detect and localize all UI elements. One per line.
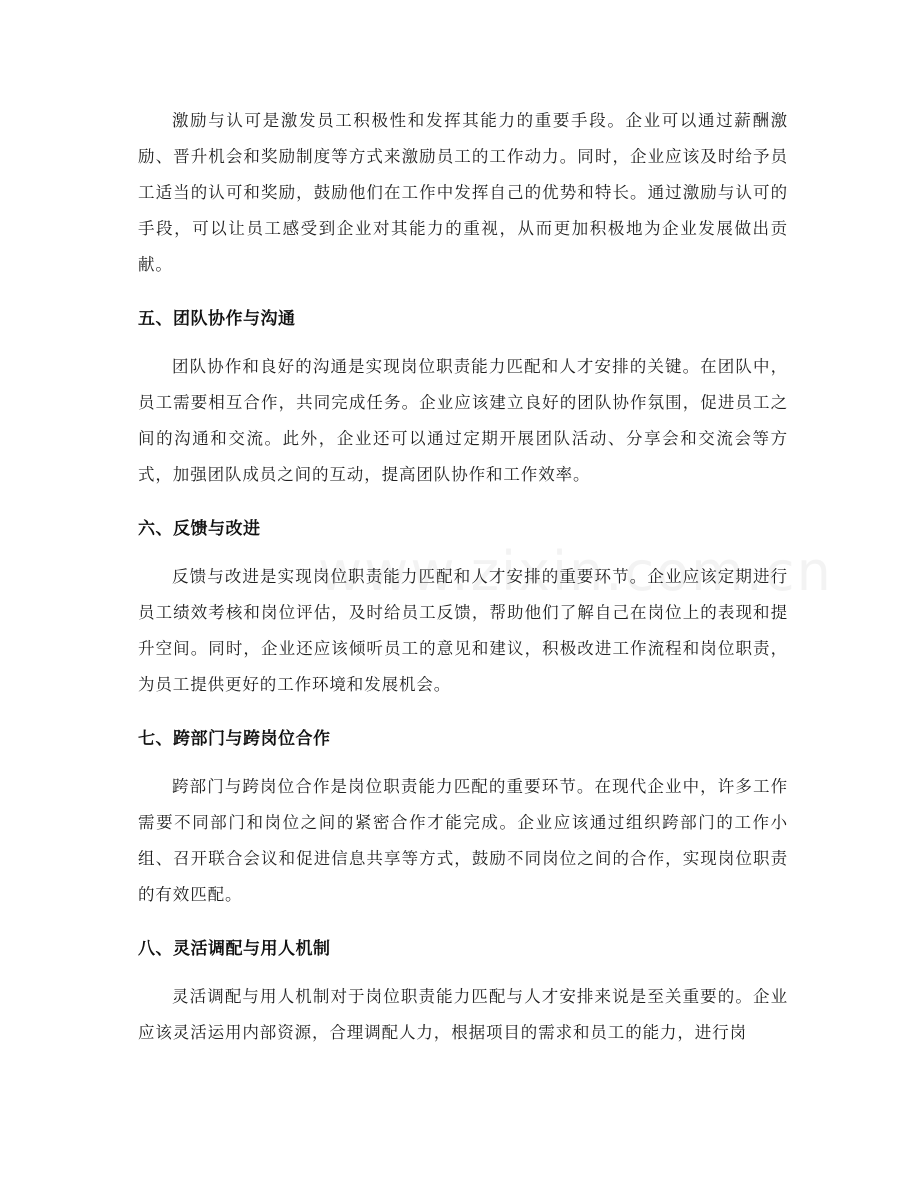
paragraph-teamwork: 团队协作和良好的沟通是实现岗位职责能力匹配和人才安排的关键。在团队中，员工需要相互合作，共同完成任务。企业应该建立良好的团队协作氛围，促进员工之间的沟通和交流。此外，企业还可以通过定期开展团队活动、分享会和交流会等方式，加强团队成员之间的互动，提高团队协作和工作效率。 xyxy=(138,357,788,484)
document-body xyxy=(138,103,788,1051)
heading-flexible-allocation: 八、灵活调配与用人机制 xyxy=(138,939,331,959)
heading-feedback: 六、反馈与改进 xyxy=(138,519,261,539)
paragraph-feedback: 反馈与改进是实现岗位职责能力匹配和人才安排的重要环节。企业应该定期进行员工绩效考核和岗位评估，及时给员工反馈，帮助他们了解自己在岗位上的表现和提升空间。同时，企业还应该倾听员工的意见和建议，积极改进工作流程和岗位职责，为员工提供更好的工作环境和发展机会。 xyxy=(138,567,788,694)
paragraph-cross-department: 跨部门与跨岗位合作是岗位职责能力匹配的重要环节。在现代企业中，许多工作需要不同部门和岗位之间的紧密合作才能完成。企业应该通过组织跨部门的工作小组、召开联合会议和促进信息共享等方式，鼓励不同岗位之间的合作，实现岗位职责的有效匹配。 xyxy=(138,777,788,904)
paragraph-flexible-allocation: 灵活调配与用人机制对于岗位职责能力匹配与人才安排来说是至关重要的。企业应该灵活运用内部资源，合理调配人力，根据项目的需求和员工的能力，进行岗 xyxy=(138,987,788,1042)
heading-cross-department: 七、跨部门与跨岗位合作 xyxy=(138,729,331,749)
heading-teamwork: 五、团队协作与沟通 xyxy=(138,309,296,329)
paragraph-incentive: 激励与认可是激发员工积极性和发挥其能力的重要手段。企业可以通过薪酬激励、晋升机会和奖励制度等方式来激励员工的工作动力。同时，企业应该及时给予员工适当的认可和奖励，鼓励他们在工作中发挥自己的优势和特长。通过激励与认可的手段，可以让员工感受到企业对其能力的重视，从而更加积极地为企业发展做出贡献。 xyxy=(138,111,788,274)
